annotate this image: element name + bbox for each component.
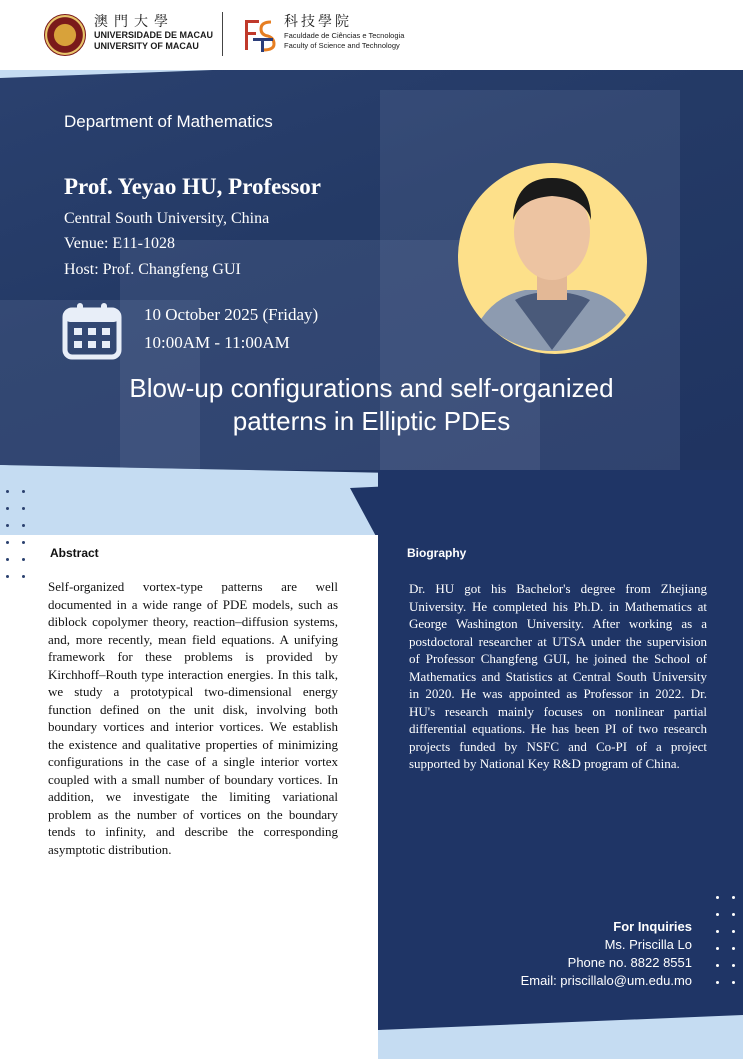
inquiries	[440, 918, 692, 990]
inquiries-contact: Ms. Priscilla Lo	[604, 937, 692, 952]
um-name-cn: 澳門大學	[94, 14, 174, 30]
fst-logo-icon	[243, 16, 277, 54]
host: Host: Prof. Changfeng GUI	[64, 261, 241, 278]
abstract-text: Self-organized vortex-type patterns are well documented in a wide range of PDE models, such as diblock copolymer theory, reaction–diffusion systems, and, more recently, mean field equations. A unifying framework for these problems is provided by Kirchhoff–Routh type interaction energies. In this talk, we study a prototypical two-dimensional energy function defined on the unit disk, involving both boundary vortices and interior vortices. We establish the existence and qualitative properties of minimizing configurations in the case of a single interior vortex coupled with a small number of boundary vortices. In addition, we investigate the limiting variational problem as the number of vortices on the boundary tends to infinity, and describe the corresponding asymptotic distribution.	[48, 579, 338, 857]
inquiries-heading: For Inquiries	[613, 919, 692, 934]
inquiries-phone: Phone no. 8822 8551	[567, 955, 692, 970]
fst-name-pt: Faculdade de Ciências e Tecnologia	[284, 31, 405, 40]
event-time: 10:00AM - 11:00AM	[144, 333, 290, 352]
speaker-photo	[445, 150, 660, 365]
fst-name-cn: 科技學院	[284, 14, 352, 30]
talk-title	[40, 372, 703, 438]
speaker-name: Prof. Yeyao HU, Professor	[64, 174, 321, 199]
inquiries-email[interactable]: Email: priscillalo@um.edu.mo	[520, 973, 692, 988]
fst-name-en: Faculty of Science and Technology	[284, 41, 400, 50]
abstract-heading: Abstract	[50, 546, 99, 560]
biography-text: Dr. HU got his Bachelor's degree from Zhejiang University. He completed his Ph.D. in Mathematics at George Washington University. After working as a postdoctoral researcher at UTSA under the supervision of Professor Changfeng GUI, he joined the School of Mathematics and Statistics at Central South University in 2020. He was appointed as Professor in 2022. Dr. HU's research mainly focuses on nonlinear partial differential equations. He has been PI of two research projects funded by NSFC and Co-PI of a project supported by National Key R&D program of China.	[409, 581, 707, 771]
decorative-dots-left	[6, 490, 26, 580]
event-date: 10 October 2025 (Friday)	[144, 305, 319, 324]
fst-name	[284, 14, 434, 51]
um-name-pt: UNIVERSIDADE DE MACAU	[94, 30, 214, 40]
talk-title-line2: patterns in Elliptic PDEs	[232, 406, 511, 436]
um-name-en: UNIVERSITY OF MACAU	[94, 41, 199, 51]
speaker-affiliation: Central South University, China	[64, 210, 270, 227]
venue: Venue: E11-1028	[64, 235, 175, 252]
calendar-icon	[62, 302, 122, 360]
header	[0, 0, 743, 70]
talk-title-line1: Blow-up configurations and self-organized	[129, 373, 614, 403]
biography-heading: Biography	[407, 546, 467, 560]
university-seal-icon	[44, 14, 86, 56]
um-name	[94, 14, 214, 52]
header-divider	[222, 12, 223, 56]
decorative-dots-right	[716, 896, 738, 986]
department: Department of Mathematics	[64, 112, 273, 131]
